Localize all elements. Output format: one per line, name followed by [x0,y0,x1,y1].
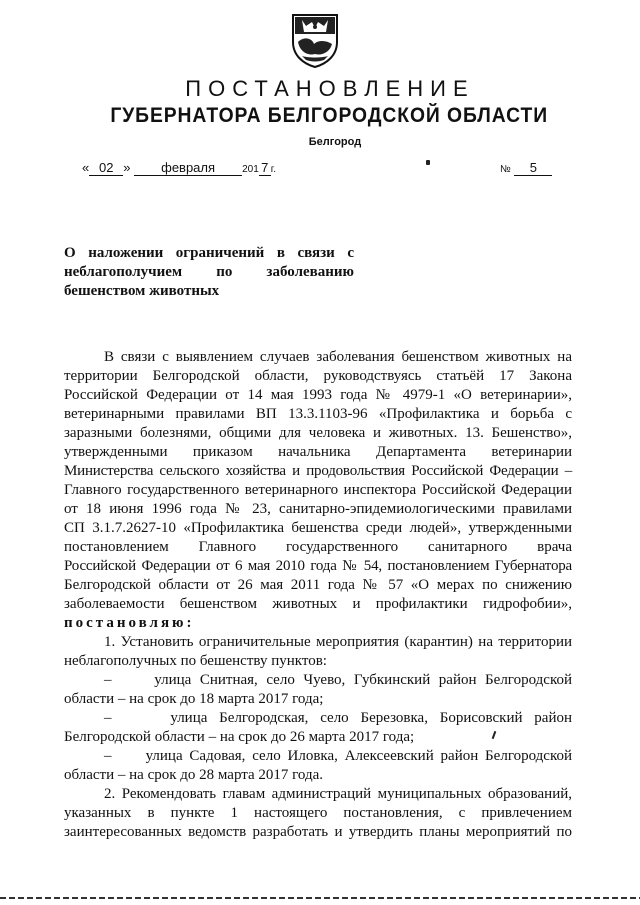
bullet-item [64,709,572,728]
date-year-abbr: г. [270,164,276,175]
item-2-line: указанных в пункте 1 настоящего постановления, с привлечением [64,805,572,821]
body-line: территории Белгородской области, руководствуясь статьёй 17 Закона [64,368,572,384]
subject-line: неблагополучием по заболеванию [64,264,354,280]
date-close-quote: » [123,160,131,175]
body-line: заразными болезнями, общими для человека и животных. 13. Бешенство», [64,425,572,441]
document-city: Белгород [308,136,362,148]
page-edge-line [0,897,640,899]
body-line: Главного государственного ветеринарного инспектора Российской Федерации [64,482,572,498]
subject-line: О наложении ограничений в связи с [64,245,354,261]
item-2-line: заинтересованных ведомств разработать и утвердить планы мероприятий по [64,824,572,840]
number-value: 5 [514,160,552,176]
document-subject [64,244,354,301]
body-line: Российской Федерации от 14 мая 1993 года № 4979-1 «О ветеринарии», [64,387,572,403]
date-year-suffix: 7 [259,160,271,176]
body-line: СП 3.1.7.2627-10 «Профилактика бешенства среди людей», утвержденными [64,520,572,536]
date-day: 02 [89,160,123,176]
number-label: № [500,164,511,175]
date-month: февраля [134,160,242,176]
body-line: ветеринарными правилами ВП 13.3.1103-96 «Профилактика и борьба с [64,406,572,422]
date-year-prefix: 201 [242,164,259,175]
bullet-continuation: области – на срок до 28 марта 2017 года. [64,767,324,783]
decree-word: постановляю: [64,615,195,631]
bullet-continuation: области – на срок до 18 марта 2017 года; [64,691,324,707]
body-line: утвержденными приказом начальника Департамента ветеринарии [64,444,572,460]
coat-of-arms-icon [290,12,340,68]
document-date [82,160,276,176]
date-open-quote: « [82,160,90,175]
body-line: заболеваемости бешенством животных и профилактики гидрофобии», [64,596,572,612]
bullet-text: улица Белгородская, село Березовка, Борисовский район [170,710,572,726]
bullet-continuation: Белгородской области – на срок до 26 марта 2017 года; [64,729,415,745]
bullet-dash: – [104,710,112,726]
bullet-dash: – [104,672,112,688]
body-line: В связи с выявлением случаев заболевания бешенством животных на [104,349,572,365]
bullet-item [64,671,572,690]
bullet-text: улица Снитная, село Чуево, Губкинский район Белгородской [154,672,572,688]
item-1-line: 1. Установить ограничительные мероприятия (карантин) на территории [104,634,572,650]
ink-dot [426,160,430,165]
bullet-dash: – [104,748,112,764]
body-line: Российской Федерации от 6 мая 2010 года № 54, постановлением Губернатора [64,558,572,574]
bullet-text: улица Садовая, село Иловка, Алексеевский район Белгородской [145,748,573,764]
body-line: постановлением Главного государственного санитарного врача [64,539,572,555]
subject-line: бешенством животных [64,283,220,299]
body-line: Министерства сельского хозяйства и продовольствия Российской Федерации – [64,463,572,479]
document-title: ПОСТАНОВЛЕНИЕ [185,76,475,101]
bullet-item [64,747,572,766]
item-1-line: неблагополучных по бешенству пунктов: [64,653,327,669]
body-line: Белгородской области от 26 мая 2011 года № 57 «О мерах по снижению [64,577,572,593]
body-line: от 18 июня 1996 года № 23, санитарно-эпидемиологическими правилами [64,501,572,517]
item-2-line: 2. Рекомендовать главам администраций муниципальных образований, [104,786,572,802]
document-issuer: ГУБЕРНАТОРА БЕЛГОРОДСКОЙ ОБЛАСТИ [110,104,549,127]
document-number [500,160,552,176]
document-body [64,348,572,842]
